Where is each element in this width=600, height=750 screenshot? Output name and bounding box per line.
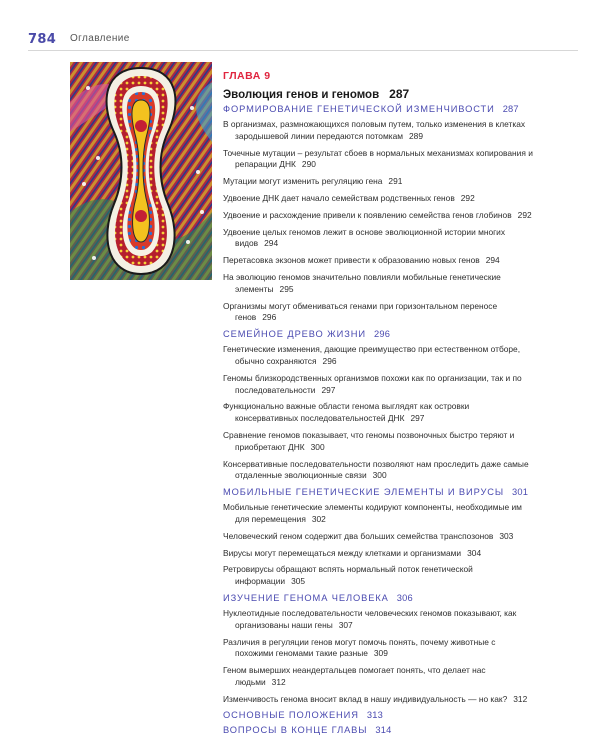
toc-entry[interactable] [223,502,533,526]
toc-entry-page: 309 [373,648,388,659]
toc-entry[interactable] [223,401,533,425]
toc-entry[interactable] [223,148,533,172]
toc-section-page: 287 [502,104,519,114]
page-number: 784 [28,32,57,47]
toc-entry-text: Перетасовка экзонов может привести к образованию новых генов [223,255,480,266]
chapter-artwork [70,62,212,280]
toc-entry-page: 300 [372,470,387,481]
toc-entry[interactable] [223,255,533,267]
toc-entry-text: Функционально важные области генома выглядят как островки консервативных последовательностей ДНК [223,401,470,424]
toc-section[interactable] [223,593,533,603]
chapter-page: 287 [389,87,410,101]
toc-entry[interactable] [223,373,533,397]
toc-section[interactable] [223,710,533,720]
toc-section-title: МОБИЛЬНЫЕ ГЕНЕТИЧЕСКИЕ ЭЛЕМЕНТЫ И ВИРУСЫ [223,487,505,498]
toc-entry-page: 291 [388,176,403,187]
toc-entry[interactable] [223,301,533,325]
toc-entry-text: Изменчивость генома вносит вклад в нашу индивидуальность — но как? [223,693,508,704]
toc-entry[interactable] [223,665,533,689]
toc-entry-page: 302 [311,513,326,524]
toc-section[interactable] [223,487,533,497]
toc-section-page: 301 [512,487,529,498]
toc-entry-page: 292 [517,209,532,220]
toc-entry-page: 297 [321,384,336,395]
toc-entry-page: 294 [264,238,279,249]
chapter-title-text: Эволюция генов и геномов [223,89,380,101]
toc-entry[interactable] [223,430,533,454]
toc-entry-text: Удвоение и расхождение привели к появлению семейства генов глобинов [223,209,512,220]
toc-entry[interactable] [223,637,533,661]
toc-entry-text: Нуклеотидные последовательности человеческих геномов показывают, как организованы наши гены [223,607,517,630]
toc-entry[interactable] [223,210,533,222]
sections-container [223,104,533,735]
toc-entry[interactable] [223,176,533,188]
toc-entry-text: Мутации могут изменить регуляцию гена [223,176,383,187]
toc-entry-page: 296 [322,355,337,366]
toc-entry[interactable] [223,119,533,143]
toc-entry[interactable] [223,344,533,368]
toc-entry-page: 292 [460,192,475,203]
toc-section-page: 313 [366,710,383,721]
toc-entry-text: Мобильные генетические элементы кодируют компоненты, необходимые им для перемещения [223,502,522,524]
toc-section[interactable] [223,104,533,114]
toc-entry-page: 303 [499,530,514,541]
toc-entry-page: 297 [410,413,425,424]
toc-entry-page: 304 [467,547,482,558]
toc-entry[interactable] [223,548,533,560]
toc-section-title: СЕМЕЙНОЕ ДРЕВО ЖИЗНИ [223,329,366,340]
toc-entry[interactable] [223,227,533,251]
toc-entry-text: Удвоение ДНК дает начало семействам родственных генов [223,192,455,203]
toc-entry-text: Геном вымерших неандертальцев помогает понять, что делает нас людьми [223,665,486,687]
toc-entry-text: Сравнение геномов показывает, что геномы позвоночных быстро теряют и приобретают ДНК [223,429,515,452]
toc-entry[interactable] [223,272,533,296]
toc-entry-text: Человеческий геном содержит два больших семейства транспозонов [223,530,494,541]
toc-entry-page: 289 [409,130,423,141]
toc-entry[interactable] [223,193,533,205]
toc-entry-page: 305 [291,576,306,587]
toc-entry-page: 300 [310,441,325,452]
toc-entry-text: Консервативные последовательности позволяют нам проследить даже самые отдаленные эволюционные связи [223,458,529,481]
toc-entry-page: 294 [485,255,500,266]
toc-entry-page: 296 [262,312,277,323]
toc-entry-text: Ретровирусы обращают вспять нормальный поток генетической информации [223,564,473,587]
header-rule [28,50,578,51]
toc-entry-text: Геномы близкородственных организмов похожи как по организации, так и по последовательности [223,372,522,395]
toc-section[interactable] [223,329,533,339]
page-header [28,32,576,50]
toc-entry[interactable] [223,564,533,588]
chapter-title[interactable] [223,87,533,101]
toc-section-title: ФОРМИРОВАНИЕ ГЕНЕТИЧЕСКОЙ ИЗМЕНЧИВОСТИ [223,104,495,114]
toc-entry-page: 307 [338,619,353,630]
toc-entry[interactable] [223,531,533,543]
toc-section-title: ИЗУЧЕНИЕ ГЕНОМА ЧЕЛОВЕКА [223,592,389,603]
toc-entry-text: Вирусы могут перемещаться между клетками и организмами [223,547,462,558]
toc-entry[interactable] [223,459,533,483]
toc-entry-page: 295 [279,283,294,294]
toc-entry-text: На эволюцию геномов значительно повлияли мобильные генетические элементы [223,271,501,294]
toc-entry-page: 290 [301,159,316,170]
toc-entry[interactable] [223,694,533,706]
toc-entry-page: 312 [513,693,528,704]
toc-section-page: 296 [373,329,391,340]
toc-entry-text: В организмах, размножающихся половым путем, только изменения в клетках зародышевой линии передаются потомкам [223,119,526,141]
toc-section-title: ОСНОВНЫЕ ПОЛОЖЕНИЯ [223,710,359,721]
toc-entry-text: Точечные мутации – результат сбоев в нормальных механизмах копирования и репарации ДНК [223,147,533,170]
toc-entry-text: Генетические изменения, дающие преимущество при естественном отборе, обычно сохраняются [223,344,521,366]
table-of-contents [223,70,533,740]
toc-entry[interactable] [223,608,533,632]
toc-entry-text: Различия в регуляции генов могут помочь понять, почему животные с похожими геномами такие разные [223,636,496,659]
running-title: Оглавление [70,33,130,44]
toc-section-page: 314 [375,725,392,736]
toc-section-page: 306 [396,592,413,603]
toc-entry-page: 312 [271,676,286,687]
chapter-label: ГЛАВА 9 [223,70,271,82]
toc-section[interactable] [223,725,533,735]
toc-section-title: ВОПРОСЫ В КОНЦЕ ГЛАВЫ [223,725,368,736]
toc-entry-text: Удвоение целых геномов лежит в основе эволюционной истории многих видов [223,226,506,249]
toc-entry-text: Организмы могут обмениваться генами при горизонтальном переносе генов [223,300,498,323]
